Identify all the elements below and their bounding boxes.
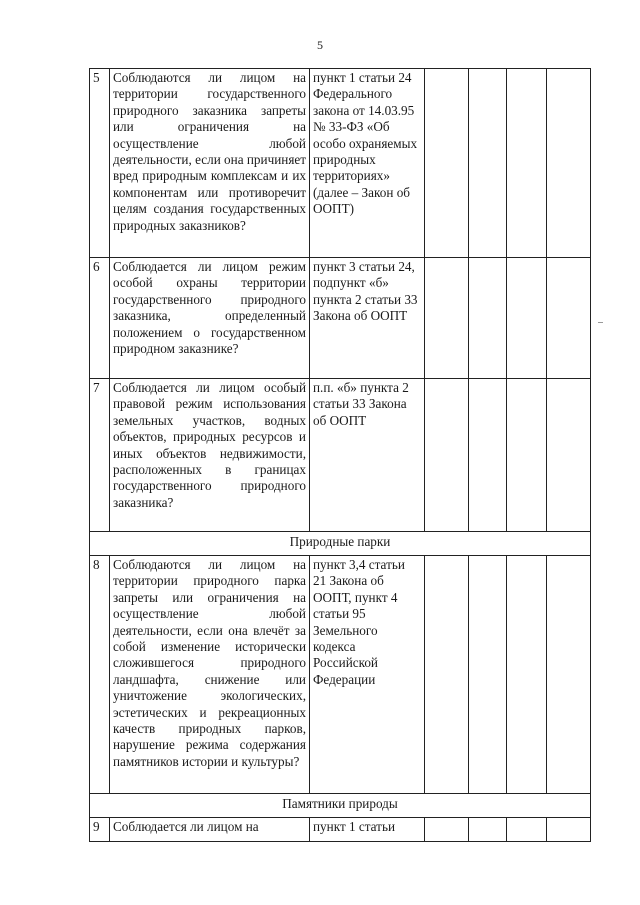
- question-cell: Соблюдается ли лицом особый правовой режим использования земельных участков, водных объектов, природных ресурсов и иных объектов недвижимости, расположенных в границах государственного природного заказника?: [110, 379, 310, 532]
- question-cell: Соблюдаются ли лицом на территории государственного природного заказника запреты или ограничения на осуществление любой деятельности, если она причиняет вред природным комплексам и их компонентам или противоречит целям создания государственных природных заказников?: [110, 69, 310, 258]
- section-header-row: [90, 794, 591, 818]
- answer-cell-not-applicable: [507, 818, 547, 842]
- answer-cell-notes: [547, 69, 591, 258]
- checklist-table: [89, 68, 591, 842]
- reference-cell: пункт 3 статьи 24, подпункт «б» пункта 2 статьи 33 Закона об ООПТ: [310, 258, 425, 379]
- section-title: Природные парки: [90, 532, 591, 556]
- question-cell: Соблюдается ли лицом на: [110, 818, 310, 842]
- row-number: 5: [90, 69, 110, 258]
- answer-cell-no: [469, 379, 507, 532]
- row-number: 9: [90, 818, 110, 842]
- table-row: [90, 69, 591, 258]
- answer-cell-no: [469, 556, 507, 794]
- answer-cell-yes: [425, 556, 469, 794]
- reference-cell: пункт 1 статьи 24 Федерального закона от 14.03.95 № 33-ФЗ «Об особо охраняемых природных территориях» (далее – Закон об ООПТ): [310, 69, 425, 258]
- answer-cell-not-applicable: [507, 69, 547, 258]
- answer-cell-notes: [547, 379, 591, 532]
- answer-cell-notes: [547, 818, 591, 842]
- answer-cell-yes: [425, 258, 469, 379]
- answer-cell-no: [469, 258, 507, 379]
- table-row: [90, 556, 591, 794]
- question-cell: Соблюдается ли лицом режим особой охраны территории государственного природного заказника, определенный положением о государственном природном заказнике?: [110, 258, 310, 379]
- table-row: [90, 818, 591, 842]
- question-cell: Соблюдаются ли лицом на территории природного парка запреты или ограничения на осуществление любой деятельности, если она влечёт за собой изменение исторически сложившегося природного ландшафта, снижение или уничтожение экологических, эстетических и рекреационных качеств природных парков, нарушение режима содержания памятников истории и культуры?: [110, 556, 310, 794]
- section-title: Памятники природы: [90, 794, 591, 818]
- reference-cell: пункт 1 статьи: [310, 818, 425, 842]
- answer-cell-notes: [547, 556, 591, 794]
- table-row: [90, 379, 591, 532]
- row-number: 6: [90, 258, 110, 379]
- answer-cell-not-applicable: [507, 258, 547, 379]
- scan-mark: [598, 322, 603, 323]
- answer-cell-no: [469, 818, 507, 842]
- answer-cell-yes: [425, 379, 469, 532]
- answer-cell-yes: [425, 69, 469, 258]
- table-row: [90, 258, 591, 379]
- answer-cell-not-applicable: [507, 379, 547, 532]
- row-number: 8: [90, 556, 110, 794]
- answer-cell-no: [469, 69, 507, 258]
- section-header-row: [90, 532, 591, 556]
- reference-cell: п.п. «б» пункта 2 статьи 33 Закона об ООПТ: [310, 379, 425, 532]
- answer-cell-yes: [425, 818, 469, 842]
- page-number: 5: [317, 38, 323, 52]
- answer-cell-notes: [547, 258, 591, 379]
- row-number: 7: [90, 379, 110, 532]
- reference-cell: пункт 3,4 статьи 21 Закона об ООПТ, пункт 4 статьи 95 Земельного кодекса Российской Федерации: [310, 556, 425, 794]
- answer-cell-not-applicable: [507, 556, 547, 794]
